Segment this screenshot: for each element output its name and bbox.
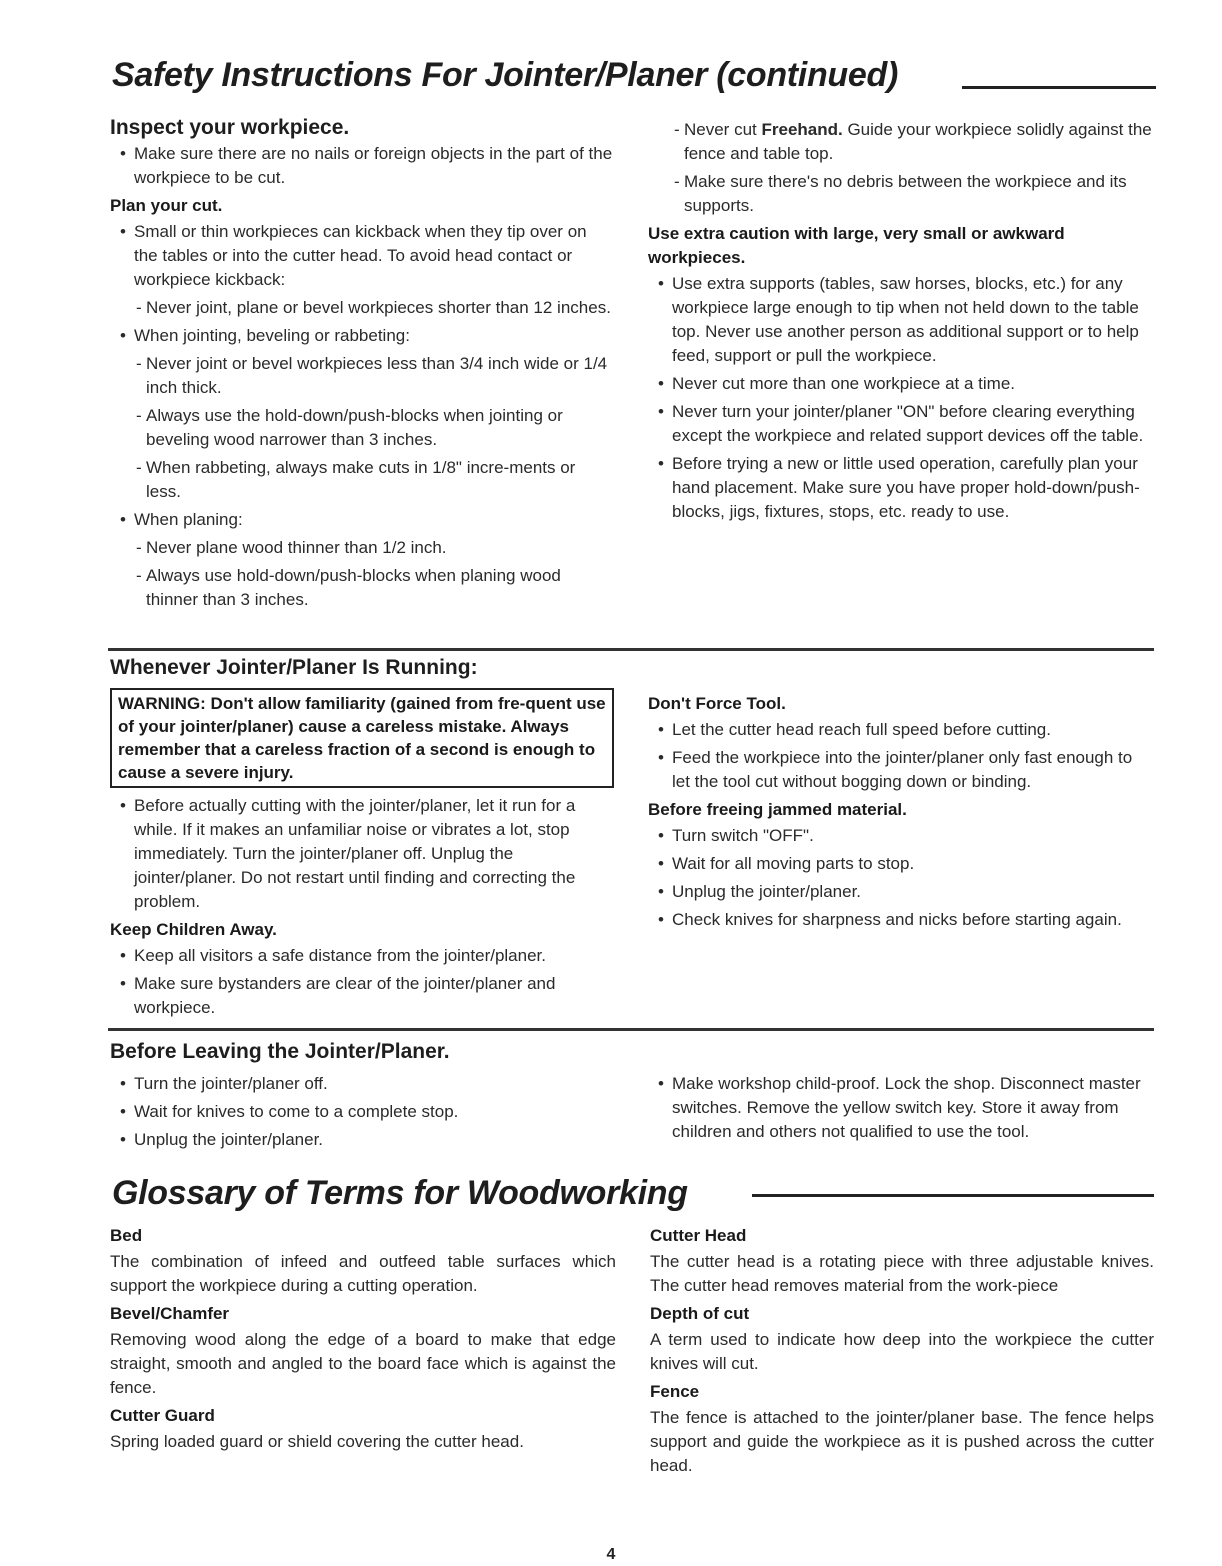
caution-bullet-3: • Never turn your jointer/planer "ON" before clearing everything except the workpiece and related support devices off the table. (648, 400, 1154, 448)
plan-bullet-2: • When jointing, beveling or rabbeting: (110, 324, 614, 348)
debris-dash: - Make sure there's no debris between the workpiece and its supports. (648, 170, 1154, 218)
freehand-post: Guide your workpiece solidly against the fence and table top. (684, 120, 1152, 163)
leaving-right-column (648, 1072, 1154, 1148)
glossary-def-fence: The fence is attached to the jointer/planer base. The fence helps support and guide the workpiece as it is pushed across the cutter head. (650, 1408, 1154, 1475)
jam-bullet-4: • Check knives for sharpness and nicks before starting again. (648, 908, 1154, 932)
caution-heading: Use extra caution with large, very small or awkward workpieces. (648, 224, 1065, 267)
plan-dash-1: - Never joint, plane or bevel workpieces shorter than 12 inches. (110, 296, 614, 320)
glossary-term-fence: Fence (650, 1382, 700, 1401)
force-bullet-2: • Feed the workpiece into the jointer/planer only fast enough to let the tool cut without bogging down or binding. (648, 746, 1154, 794)
glossary-title: Glossary of Terms for Woodworking (112, 1174, 688, 1212)
inspect-heading: Inspect your workpiece. (110, 116, 350, 139)
right-column-top (648, 118, 1154, 528)
caution-bullet-1: • Use extra supports (tables, saw horses, blocks, etc.) for any workpiece large enough to tip when not held down to the table top. Never use another person as additional support or to help feed, support or pull the workpiece. (648, 272, 1154, 368)
leaving-bullet-1: • Turn the jointer/planer off. (110, 1072, 614, 1096)
plan-bullet-1: • Small or thin workpieces can kickback when they tip over on the tables or into the cutter head. To avoid head contact or workpiece kickback: (110, 220, 614, 292)
plan-dash-5: - Never plane wood thinner than 1/2 inch. (110, 536, 614, 560)
freehand-bold: Freehand. (761, 120, 843, 139)
jam-bullet-3: • Unplug the jointer/planer. (648, 880, 1154, 904)
glossary-def-bed: The combination of infeed and outfeed table surfaces which support the workpiece during a cutting operation. (110, 1252, 616, 1295)
plan-heading: Plan your cut. (110, 196, 223, 215)
freehand-pre: Never cut (684, 120, 762, 139)
glossary-def-cutter-guard: Spring loaded guard or shield covering the cutter head. (110, 1432, 524, 1451)
page-number: 4 (606, 1546, 616, 1563)
jam-bullet-2: • Wait for all moving parts to stop. (648, 852, 1154, 876)
freehand-dash (648, 118, 1154, 166)
glossary-left-column (110, 1222, 616, 1458)
force-bullet-1: • Let the cutter head reach full speed before cutting. (648, 718, 1154, 742)
force-heading: Don't Force Tool. (648, 694, 786, 713)
running-right-column (648, 690, 1154, 936)
leaving-bullet-3: • Unplug the jointer/planer. (110, 1128, 614, 1152)
running-left-column (110, 688, 614, 1024)
glossary-def-depth: A term used to indicate how deep into the workpiece the cutter knives will cut. (650, 1330, 1154, 1373)
section-divider-2 (108, 1028, 1154, 1031)
caution-bullet-2: • Never cut more than one workpiece at a time. (648, 372, 1154, 396)
children-bullet-1: • Keep all visitors a safe distance from the jointer/planer. (110, 944, 614, 968)
glossary-term-cutter-guard: Cutter Guard (110, 1406, 215, 1425)
plan-dash-6: - Always use hold-down/push-blocks when planing wood thinner than 3 inches. (110, 564, 614, 612)
running-heading: Whenever Jointer/Planer Is Running: (110, 656, 478, 679)
leaving-bullet-4: • Make workshop child-proof. Lock the shop. Disconnect master switches. Remove the yellow switch key. Store it away from children and others not qualified to use the tool. (648, 1072, 1154, 1144)
glossary-def-cutter-head: The cutter head is a rotating piece with three adjustable knives. The cutter head removes material from the work-piece (650, 1252, 1154, 1295)
plan-dash-3: - Always use the hold-down/push-blocks when jointing or beveling wood narrower than 3 inches. (110, 404, 614, 452)
section-divider-1 (108, 648, 1154, 651)
glossary-term-bed: Bed (110, 1226, 143, 1245)
safety-title: Safety Instructions For Jointer/Planer (continued) (112, 56, 898, 94)
children-bullet-2: • Make sure bystanders are clear of the jointer/planer and workpiece. (110, 972, 614, 1020)
running-bullet-1: • Before actually cutting with the jointer/planer, let it run for a while. If it makes an unfamiliar noise or vibrates a lot, stop immediately. Turn the jointer/planer off. Unplug the jointer/planer. Do not restart until finding and correcting the problem. (110, 794, 614, 914)
leaving-left-column (110, 1072, 614, 1156)
plan-bullet-3: • When planing: (110, 508, 614, 532)
glossary-term-cutter-head: Cutter Head (650, 1226, 747, 1245)
leaving-bullet-2: • Wait for knives to come to a complete stop. (110, 1100, 614, 1124)
inspect-bullet-1: • Make sure there are no nails or foreign objects in the part of the workpiece to be cut. (110, 142, 614, 190)
leaving-heading: Before Leaving the Jointer/Planer. (110, 1040, 450, 1063)
left-column-top (110, 116, 614, 616)
jam-heading: Before freeing jammed material. (648, 800, 907, 819)
glossary-term-bevel: Bevel/Chamfer (110, 1304, 230, 1323)
caution-bullet-4: • Before trying a new or little used operation, carefully plan your hand placement. Make sure you have proper hold-down/push-blocks, jigs, fixtures, stops, etc. ready to use. (648, 452, 1154, 524)
plan-dash-2: - Never joint or bevel workpieces less than 3/4 inch wide or 1/4 inch thick. (110, 352, 614, 400)
glossary-title-rule (752, 1194, 1154, 1197)
safety-title-rule (962, 86, 1156, 89)
jam-bullet-1: • Turn switch "OFF". (648, 824, 1154, 848)
children-heading: Keep Children Away. (110, 920, 277, 939)
warning-box: WARNING: Don't allow familiarity (gained from fre-quent use of your jointer/planer) cause a careless mistake. Always remember that a careless fraction of a second is enough to cause a severe injury. (110, 688, 614, 788)
plan-dash-4: - When rabbeting, always make cuts in 1/8" incre-ments or less. (110, 456, 614, 504)
glossary-right-column (650, 1222, 1154, 1482)
glossary-def-bevel: Removing wood along the edge of a board to make that edge straight, smooth and angled to the board face which is against the fence. (110, 1330, 616, 1397)
glossary-term-depth: Depth of cut (650, 1304, 750, 1323)
